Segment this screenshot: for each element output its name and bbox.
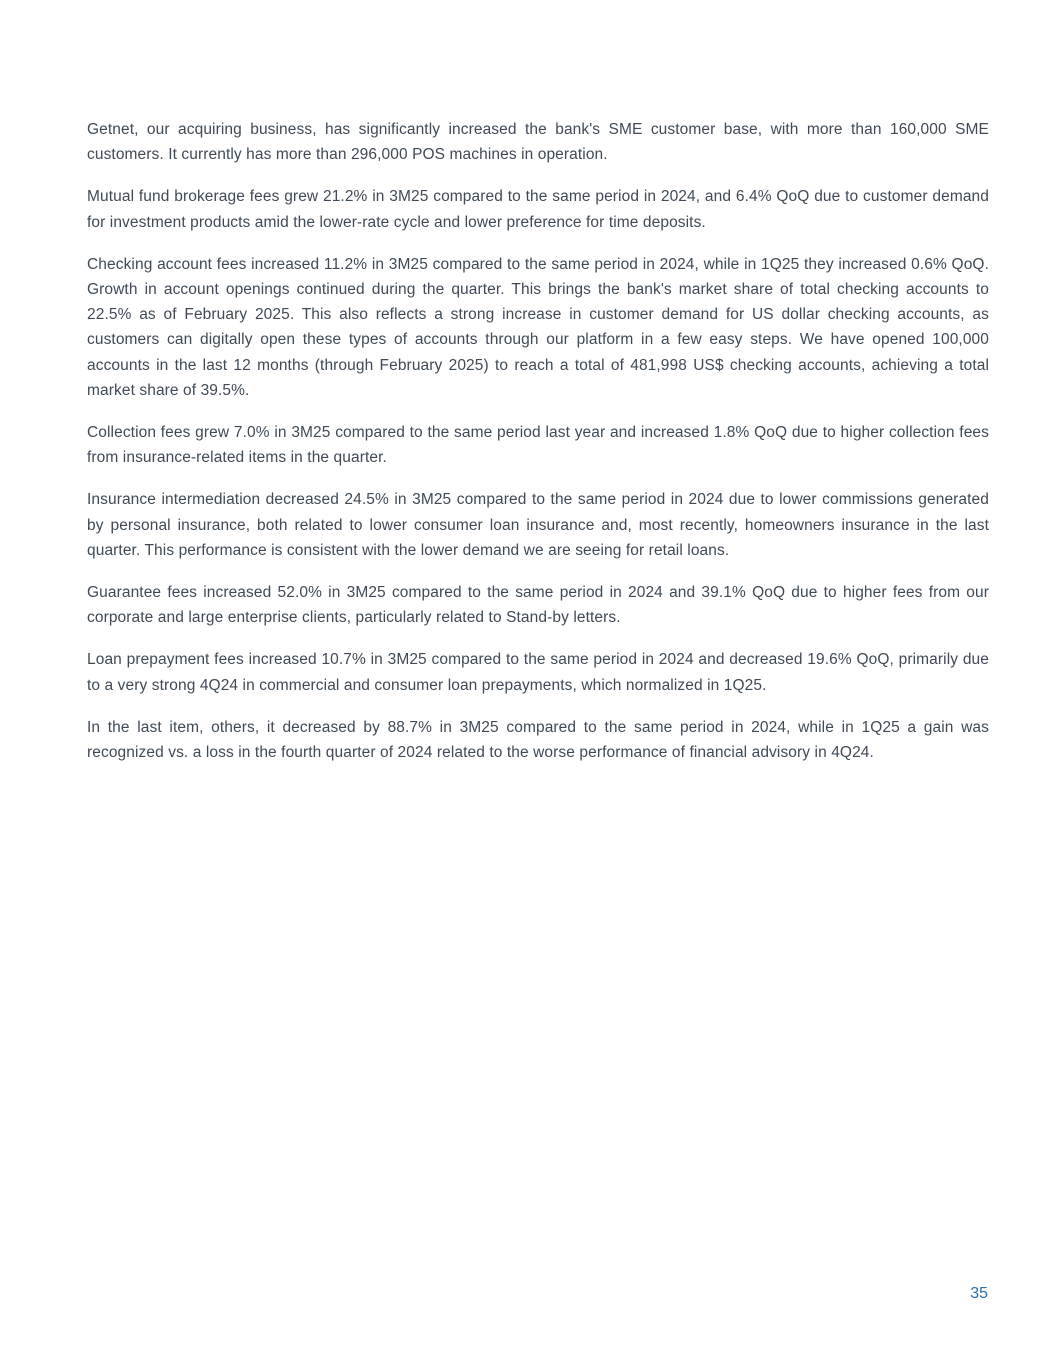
paragraph-others: In the last item, others, it decreased by 88.7% in 3M25 compared to the same period in 2024, while in 1Q25 a gain was recognized vs. a loss in the fourth quarter of 2024 related to the worse performance of financial advisory in 4Q24. [87, 718, 989, 762]
paragraph-loan-prepayment-fees: Loan prepayment fees increased 10.7% in 3M25 compared to the same period in 2024 and decreased 19.6% QoQ, primarily due to a very strong 4Q24 in commercial and consumer loan prepayments, which normalized in 1Q25. [87, 651, 989, 694]
paragraph-collection-fees: Collection fees grew 7.0% in 3M25 compared to the same period last year and increased 1.8% QoQ due to higher collection fees from insurance-related items in the quarter. [87, 424, 989, 467]
paragraph-getnet: Getnet, our acquiring business, has significantly increased the bank's SME customer base, with more than 160,000 SME customers. It currently has more than 296,000 POS machines in operation. [87, 121, 989, 164]
paragraph-insurance-intermediation: Insurance intermediation decreased 24.5% in 3M25 compared to the same period in 2024 due to lower commissions generated by personal insurance, both related to lower consumer loan insurance and, most recently, homeowners insurance in the last quarter. This performance is consistent with the lower demand we are seeing for retail loans. [87, 491, 989, 559]
paragraph-mutual-fund-fees: Mutual fund brokerage fees grew 21.2% in 3M25 compared to the same period in 2024, and 6.4% QoQ due to customer demand for investment products amid the lower-rate cycle and lower preference for time deposits. [87, 188, 989, 231]
document-body-text [87, 117, 989, 782]
paragraph-checking-account-fees: Checking account fees increased 11.2% in 3M25 compared to the same period in 2024, while in 1Q25 they increased 0.6% QoQ. Growth in account openings continued during the quarter. This brings the bank's market share of total checking accounts to 22.5% as of February 2025. This also reflects a strong increase in customer demand for US dollar checking accounts, as customers can digitally open these types of accounts through our platform in a few easy steps. We have opened 100,000 accounts in the last 12 months (through February 2025) to reach a total of 481,998 US$ checking accounts, achieving a total market share of 39.5%. [87, 255, 989, 399]
paragraph-guarantee-fees: Guarantee fees increased 52.0% in 3M25 compared to the same period in 2024 and 39.1% QoQ due to higher fees from our corporate and large enterprise clients, particularly related to Stand-by letters. [87, 584, 989, 627]
page-number: 35 [970, 1285, 988, 1302]
